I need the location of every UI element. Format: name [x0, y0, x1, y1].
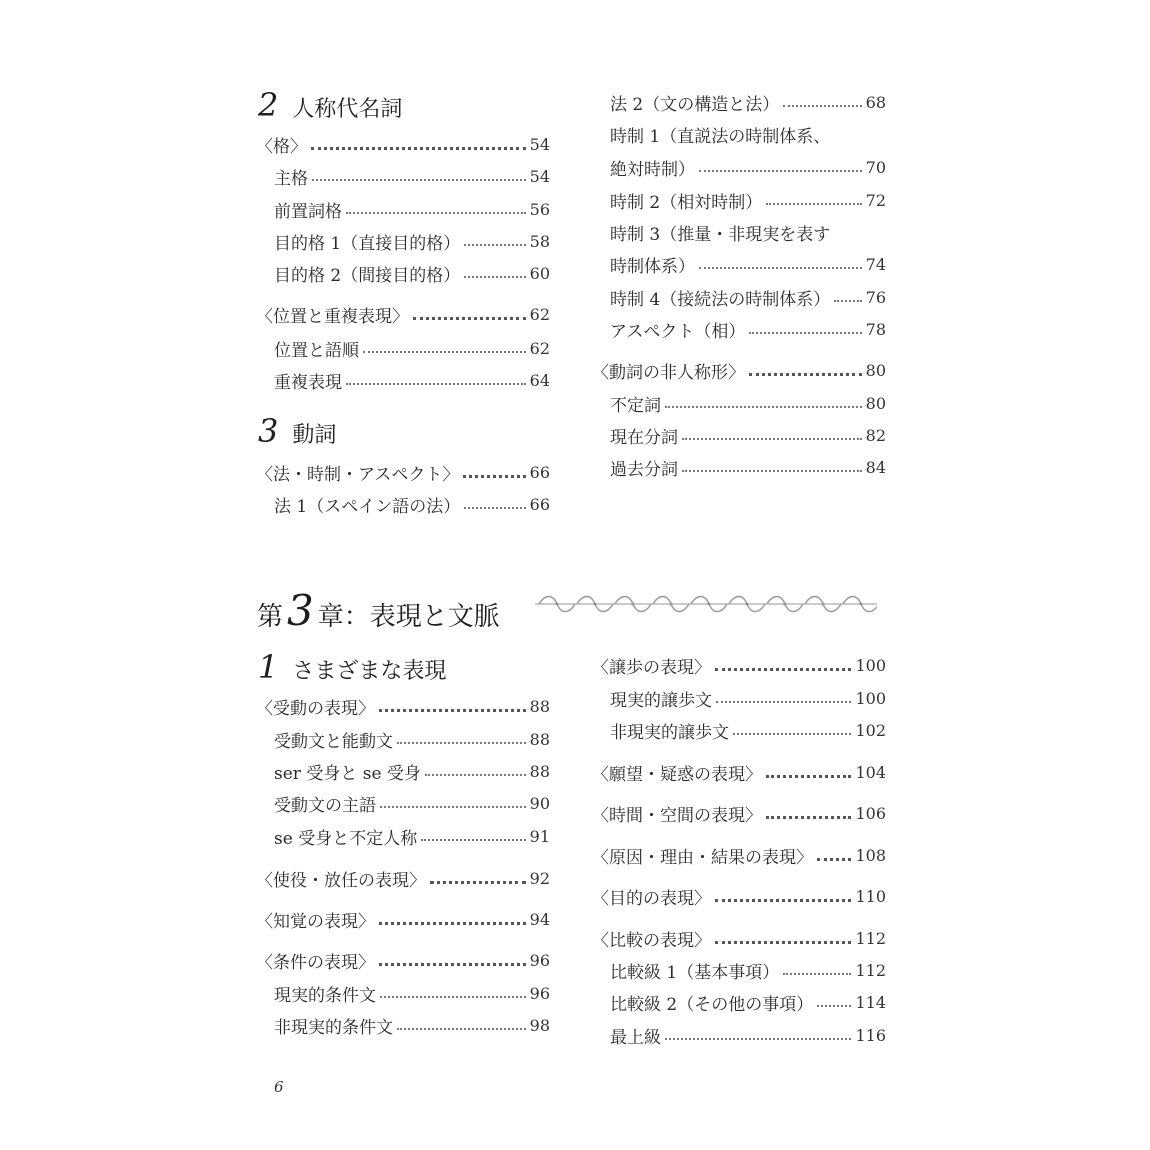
- dot-leader: [665, 406, 862, 408]
- dot-leader: [715, 899, 851, 902]
- dot-leader: [397, 1028, 526, 1030]
- dot-leader: [716, 701, 851, 703]
- toc-entry-page: 91: [529, 826, 550, 846]
- dot-leader: [312, 179, 526, 181]
- dot-leader: [421, 839, 525, 841]
- ornament-dot: [821, 602, 824, 605]
- toc-entry-page: 62: [529, 338, 550, 358]
- toc-group-entry: [592, 651, 886, 679]
- dot-leader: [682, 438, 862, 440]
- dot-leader: [766, 816, 851, 819]
- toc-entry: [610, 186, 886, 214]
- toc-entry-page: 96: [529, 950, 550, 970]
- toc-group-entry: [256, 864, 550, 892]
- dot-leader: [715, 668, 851, 671]
- toc-group-entry: [256, 905, 550, 933]
- toc-entry: [610, 453, 886, 481]
- dot-leader: [380, 996, 526, 998]
- toc-entry: [274, 979, 550, 1007]
- toc-entry: [610, 120, 886, 148]
- toc-entry-page: 98: [529, 1015, 550, 1035]
- toc-entry: [610, 716, 886, 744]
- dot-leader: [715, 941, 851, 944]
- toc-entry: [610, 988, 886, 1016]
- toc-entry-page: 94: [529, 909, 550, 929]
- section-heading-expressions: [258, 648, 446, 686]
- toc-entry: [274, 227, 550, 255]
- dot-leader: [380, 806, 526, 808]
- dot-leader: [766, 203, 861, 205]
- toc-entry: [274, 757, 550, 785]
- toc-entry-label: 比較級 1（基本事項）: [610, 962, 780, 983]
- dot-leader: [766, 775, 851, 778]
- toc-entry-page: 80: [865, 360, 886, 380]
- section-title: 人称代名詞: [292, 97, 403, 122]
- toc-entry-page: 56: [529, 199, 550, 219]
- toc-entry-label: 現実的譲歩文: [610, 690, 712, 711]
- toc-entry-page: 80: [865, 393, 886, 413]
- section-title: 動詞: [292, 423, 337, 448]
- toc-entry-page: 62: [529, 304, 550, 324]
- dot-leader: [834, 300, 861, 302]
- dot-leader: [682, 470, 862, 472]
- toc-entry-label: 受動文と能動文: [274, 731, 393, 752]
- toc-entry-page: 88: [529, 696, 550, 716]
- dot-leader: [363, 351, 526, 353]
- toc-entry-page: 60: [529, 263, 550, 283]
- dot-leader: [699, 170, 862, 172]
- dot-leader: [379, 709, 526, 712]
- toc-entry-label: 〈条件の表現〉: [256, 952, 375, 973]
- toc-entry-page: 106: [855, 803, 886, 823]
- toc-group-entry: [592, 356, 886, 384]
- chapter-prefix: 第: [257, 602, 284, 632]
- toc-entry: [610, 218, 886, 246]
- toc-entry-page: 66: [529, 494, 550, 514]
- toc-group-entry: [256, 692, 550, 720]
- dot-leader: [346, 212, 526, 214]
- ornament-dot: [555, 602, 558, 605]
- toc-entry-label: 主格: [274, 168, 308, 189]
- dot-leader: [464, 244, 525, 246]
- dot-leader: [783, 973, 851, 975]
- ornament-dot: [745, 602, 748, 605]
- toc-entry: [610, 283, 886, 311]
- toc-entry-label: 〈願望・疑惑の表現〉: [592, 764, 762, 785]
- dot-leader: [346, 383, 526, 385]
- toc-entry-page: 108: [855, 845, 886, 865]
- toc-entry-label: 法 1（スペイン語の法）: [274, 496, 461, 517]
- toc-entry: [274, 334, 550, 362]
- toc-entry-page: 66: [529, 462, 550, 482]
- ornament-dot: [631, 602, 634, 605]
- toc-entry-label: 比較級 2（その他の事項）: [610, 994, 814, 1015]
- toc-entry-label: 〈使役・放任の表現〉: [256, 870, 426, 891]
- toc-entry-page: 112: [855, 928, 886, 948]
- toc-entry-label: 〈動詞の非人称形〉: [592, 362, 745, 383]
- toc-entry-page: 82: [865, 425, 886, 445]
- dot-leader: [817, 1005, 851, 1007]
- toc-entry-page: 54: [529, 166, 550, 186]
- toc-entry-label: 〈知覚の表現〉: [256, 911, 375, 932]
- toc-group-entry: [592, 924, 886, 952]
- toc-entry-page: 70: [865, 157, 886, 177]
- toc-entry-page: 104: [855, 762, 886, 782]
- toc-entry: [610, 153, 886, 181]
- toc-entry-page: 112: [855, 960, 886, 980]
- dot-leader: [699, 267, 862, 269]
- toc-entry-page: 88: [529, 729, 550, 749]
- toc-entry: [274, 1011, 550, 1039]
- section-number: 1: [258, 648, 279, 686]
- toc-entry-label: 時制体系）: [610, 256, 695, 277]
- dot-leader: [783, 105, 861, 107]
- toc-entry-label: 時制 4（接続法の時制体系）: [610, 289, 831, 310]
- dot-leader: [733, 733, 851, 735]
- toc-entry-page: 90: [529, 793, 550, 813]
- toc-entry-label: 〈位置と重複表現〉: [256, 306, 409, 327]
- toc-entry-page: 110: [855, 886, 886, 906]
- toc-entry-page: 96: [529, 983, 550, 1003]
- toc-entry-label: 〈原因・理由・結果の表現〉: [592, 847, 813, 868]
- toc-entry-page: 74: [865, 254, 886, 274]
- toc-entry-label: 〈比較の表現〉: [592, 930, 711, 951]
- toc-entry: [274, 822, 550, 850]
- toc-entry-label: 現実的条件文: [274, 985, 376, 1006]
- chapter-title: 章：表現と文脈: [317, 602, 500, 632]
- toc-entry-page: 54: [529, 134, 550, 154]
- toc-entry: [274, 490, 550, 518]
- dot-leader: [397, 742, 526, 744]
- section-heading-pronouns: [258, 86, 402, 124]
- toc-entry-label: 目的格 2（間接目的格）: [274, 265, 461, 286]
- toc-entry-page: 88: [529, 761, 550, 781]
- toc-entry-label: 時制 1（直説法の時制体系、: [610, 126, 831, 147]
- toc-entry-page: 64: [529, 370, 550, 390]
- toc-entry-page: 84: [865, 457, 886, 477]
- dot-leader: [379, 963, 526, 966]
- toc-entry: [274, 195, 550, 223]
- toc-entry-label: 〈時間・空間の表現〉: [592, 805, 762, 826]
- dot-leader: [463, 475, 525, 478]
- dot-leader: [749, 373, 862, 376]
- ornament-dot: [783, 602, 786, 605]
- dot-leader: [665, 1038, 851, 1040]
- toc-entry-page: 78: [865, 319, 886, 339]
- dot-leader: [379, 922, 526, 925]
- dot-leader: [413, 317, 526, 320]
- toc-entry-label: 時制 3（推量・非現実を表す: [610, 224, 831, 245]
- toc-entry: [274, 725, 550, 753]
- toc-entry-label: 最上級: [610, 1027, 661, 1048]
- toc-group-entry: [256, 458, 550, 486]
- toc-entry-label: 〈譲歩の表現〉: [592, 657, 711, 678]
- toc-entry-label: 目的格 1（直接目的格）: [274, 233, 461, 254]
- page-number: 6: [274, 1078, 284, 1096]
- toc-entry-label: 非現実的条件文: [274, 1017, 393, 1038]
- section-title: さまざまな表現: [292, 659, 447, 684]
- dot-leader: [311, 147, 526, 150]
- toc-entry-label: 時制 2（相対時制）: [610, 192, 763, 213]
- toc-entry-page: 114: [855, 992, 886, 1012]
- toc-entry-page: 100: [855, 655, 886, 675]
- toc-entry-page: 58: [529, 231, 550, 251]
- toc-entry: [610, 315, 886, 343]
- toc-entry-label: アスペクト（相）: [610, 321, 746, 342]
- toc-entry: [610, 421, 886, 449]
- toc-group-entry: [592, 841, 886, 869]
- toc-entry: [274, 259, 550, 287]
- toc-entry-page: 68: [865, 92, 886, 112]
- toc-entry-label: 不定詞: [610, 395, 661, 416]
- toc-entry-label: 過去分詞: [610, 459, 678, 480]
- toc-entry: [610, 250, 886, 278]
- toc-entry-label: 受動文の主語: [274, 795, 376, 816]
- dot-leader: [749, 332, 861, 334]
- toc-entry-label: 非現実的譲歩文: [610, 722, 729, 743]
- toc-entry-page: 100: [855, 688, 886, 708]
- dot-leader: [464, 276, 525, 278]
- toc-entry: [610, 684, 886, 712]
- dot-leader: [464, 507, 525, 509]
- toc-entry-page: 116: [855, 1025, 886, 1045]
- chapter-number: 3: [287, 586, 314, 635]
- toc-entry: [274, 366, 550, 394]
- dot-leader: [430, 881, 526, 884]
- toc-group-entry: [592, 799, 886, 827]
- ornament-dot: [593, 602, 596, 605]
- toc-entry-label: 現在分詞: [610, 427, 678, 448]
- ornament-dot: [859, 602, 862, 605]
- toc-group-entry: [592, 882, 886, 910]
- chapter-ornament: [535, 594, 877, 614]
- toc-entry: [274, 162, 550, 190]
- ornament-dot: [669, 602, 672, 605]
- toc-group-entry: [256, 946, 550, 974]
- toc-entry-label: 重複表現: [274, 372, 342, 393]
- toc-entry: [610, 956, 886, 984]
- toc-entry-label: 〈目的の表現〉: [592, 888, 711, 909]
- dot-leader: [817, 858, 851, 861]
- dot-leader: [425, 774, 526, 776]
- toc-group-entry: [256, 130, 550, 158]
- toc-entry-label: 〈格〉: [256, 136, 307, 157]
- chapter-heading: [257, 586, 500, 635]
- toc-entry-label: 〈法・時制・アスペクト〉: [256, 464, 460, 485]
- section-heading-verbs: [258, 412, 336, 450]
- ornament-dot: [707, 602, 710, 605]
- toc-entry-label: ser 受身と se 受身: [274, 763, 421, 784]
- toc-entry-label: 〈受動の表現〉: [256, 698, 375, 719]
- toc-group-entry: [592, 758, 886, 786]
- toc-entry-page: 102: [855, 720, 886, 740]
- section-number: 3: [258, 412, 279, 450]
- toc-entry: [610, 389, 886, 417]
- toc-entry: [274, 789, 550, 817]
- toc-entry: [610, 88, 886, 116]
- toc-entry-label: 法 2（文の構造と法）: [610, 94, 780, 115]
- toc-group-entry: [256, 300, 550, 328]
- toc-entry-page: 76: [865, 287, 886, 307]
- toc-entry-label: 位置と語順: [274, 340, 359, 361]
- section-number: 2: [258, 86, 279, 124]
- toc-entry-label: 絶対時制）: [610, 159, 695, 180]
- toc-entry-label: 前置詞格: [274, 201, 342, 222]
- toc-entry: [610, 1021, 886, 1049]
- toc-entry-page: 72: [865, 190, 886, 210]
- toc-entry-label: se 受身と不定人称: [274, 828, 418, 849]
- toc-entry-page: 92: [529, 868, 550, 888]
